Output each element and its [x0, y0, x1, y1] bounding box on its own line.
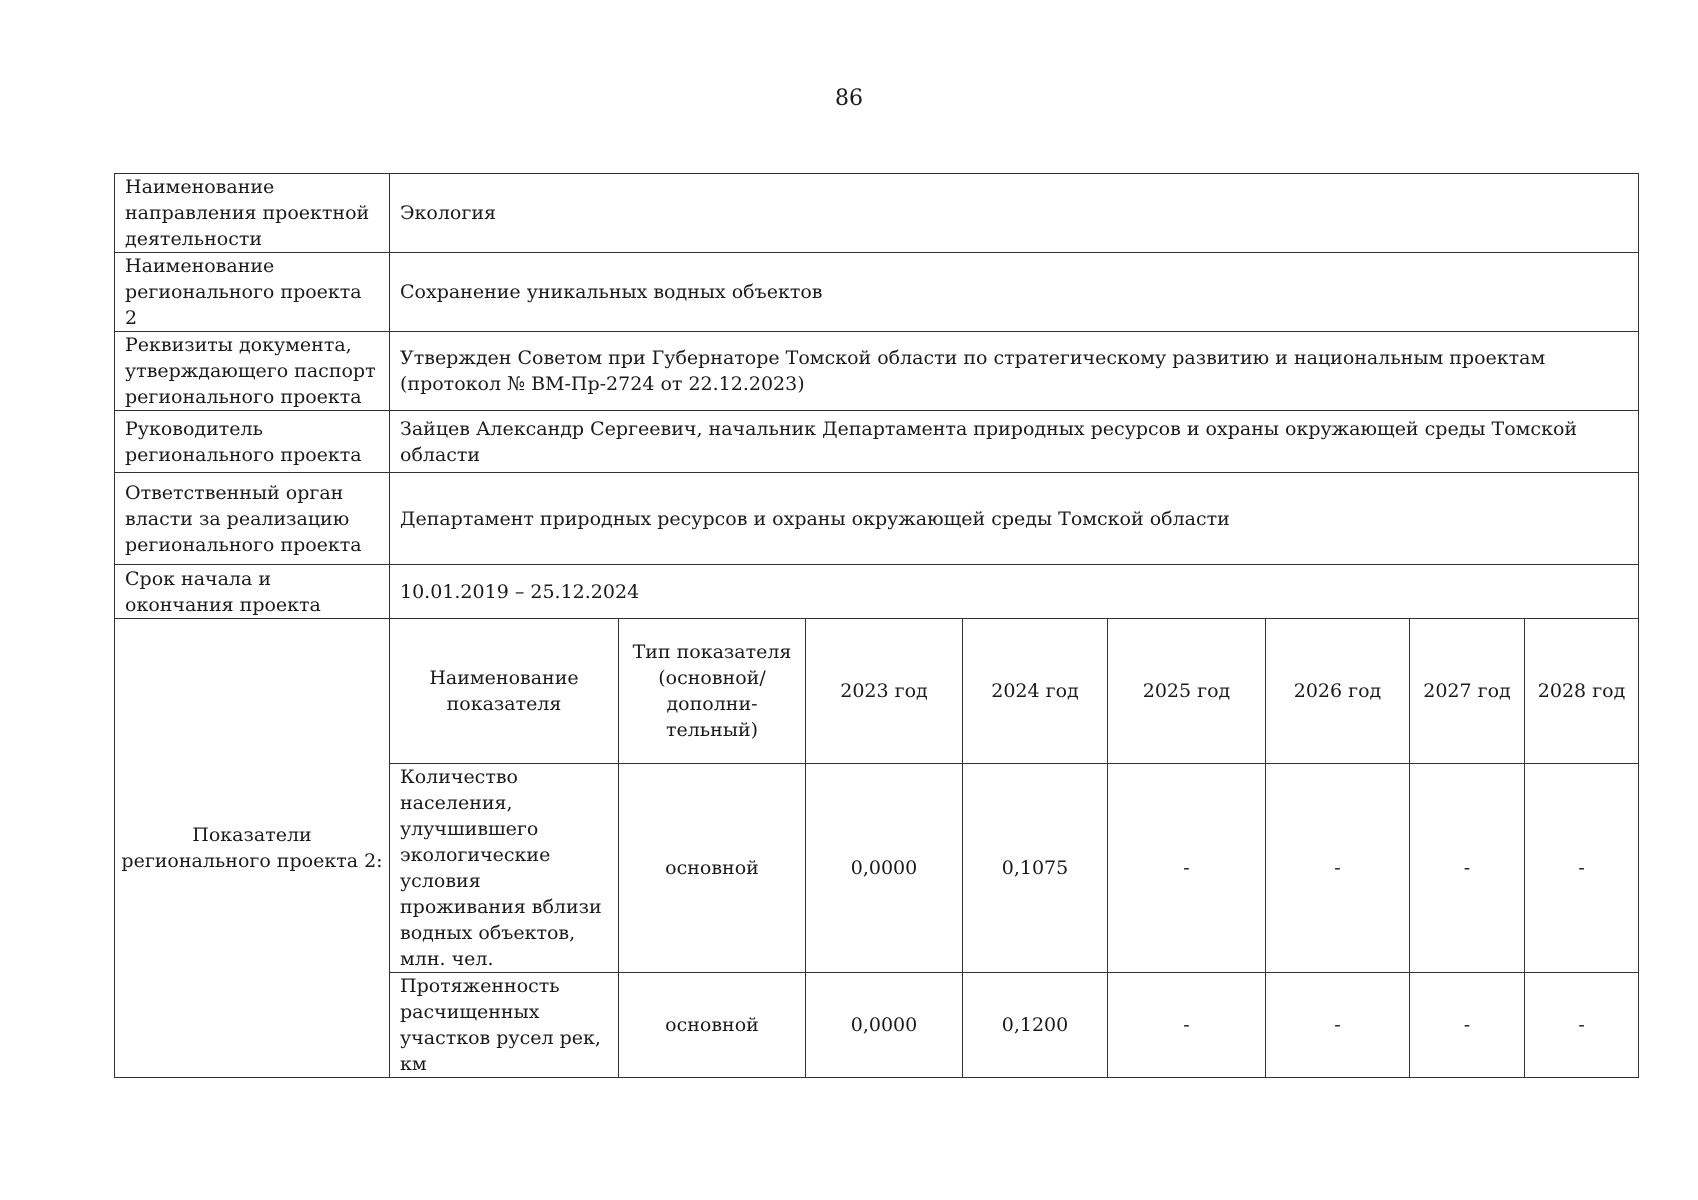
row-label: Наименование регионального проекта 2	[115, 253, 390, 332]
row-label: Ответственный орган власти за реализацию регионального проекта	[115, 473, 390, 565]
header-year-2028: 2028 год	[1525, 619, 1639, 764]
passport-row	[115, 473, 1639, 565]
row-value: Экология	[390, 174, 1639, 253]
header-indicator-type: Тип показателя (основной/ дополни-тельный)	[619, 619, 806, 764]
value-2026: -	[1266, 764, 1410, 973]
value-2028: -	[1525, 764, 1639, 973]
header-year-2025: 2025 год	[1108, 619, 1266, 764]
value-2027: -	[1410, 764, 1525, 973]
passport-row	[115, 174, 1639, 253]
value-2024: 0,1075	[963, 764, 1108, 973]
value-2024: 0,1200	[963, 973, 1108, 1078]
row-label: Наименование направления проектной деятельности	[115, 174, 390, 253]
value-2025: -	[1108, 764, 1266, 973]
value-2027: -	[1410, 973, 1525, 1078]
page-number: 86	[835, 86, 863, 111]
row-value: Утвержден Советом при Губернаторе Томской области по стратегическому развитию и национальным проектам (протокол № ВМ-Пр-2724 от 22.12.2023)	[390, 332, 1639, 411]
indicator-name: Протяженность расчищенных участков русел рек, км	[390, 973, 619, 1078]
passport-row	[115, 411, 1639, 473]
row-label: Срок начала и окончания проекта	[115, 565, 390, 619]
indicator-type: основной	[619, 973, 806, 1078]
passport-row	[115, 332, 1639, 411]
header-year-2027: 2027 год	[1410, 619, 1525, 764]
row-value: Департамент природных ресурсов и охраны окружающей среды Томской области	[390, 473, 1639, 565]
value-2025: -	[1108, 973, 1266, 1078]
row-label: Руководитель регионального проекта	[115, 411, 390, 473]
indicators-header-row	[115, 619, 1639, 764]
passport-row	[115, 565, 1639, 619]
row-value: Сохранение уникальных водных объектов	[390, 253, 1639, 332]
value-2026: -	[1266, 973, 1410, 1078]
row-label: Реквизиты документа, утверждающего паспорт регионального проекта	[115, 332, 390, 411]
project-passport-table	[114, 173, 1639, 1078]
indicators-heading: Показатели регионального проекта 2:	[115, 619, 390, 1078]
header-year-2024: 2024 год	[963, 619, 1108, 764]
indicator-type: основной	[619, 764, 806, 973]
value-2028: -	[1525, 973, 1639, 1078]
value-2023: 0,0000	[806, 973, 963, 1078]
passport-row	[115, 253, 1639, 332]
value-2023: 0,0000	[806, 764, 963, 973]
header-year-2026: 2026 год	[1266, 619, 1410, 764]
header-year-2023: 2023 год	[806, 619, 963, 764]
header-indicator-name: Наименование показателя	[390, 619, 619, 764]
row-value: Зайцев Александр Сергеевич, начальник Департамента природных ресурсов и охраны окружающей среды Томской области	[390, 411, 1639, 473]
row-value: 10.01.2019 – 25.12.2024	[390, 565, 1639, 619]
indicator-name: Количество населения, улучшившего экологические условия проживания вблизи водных объектов, млн. чел.	[390, 764, 619, 973]
